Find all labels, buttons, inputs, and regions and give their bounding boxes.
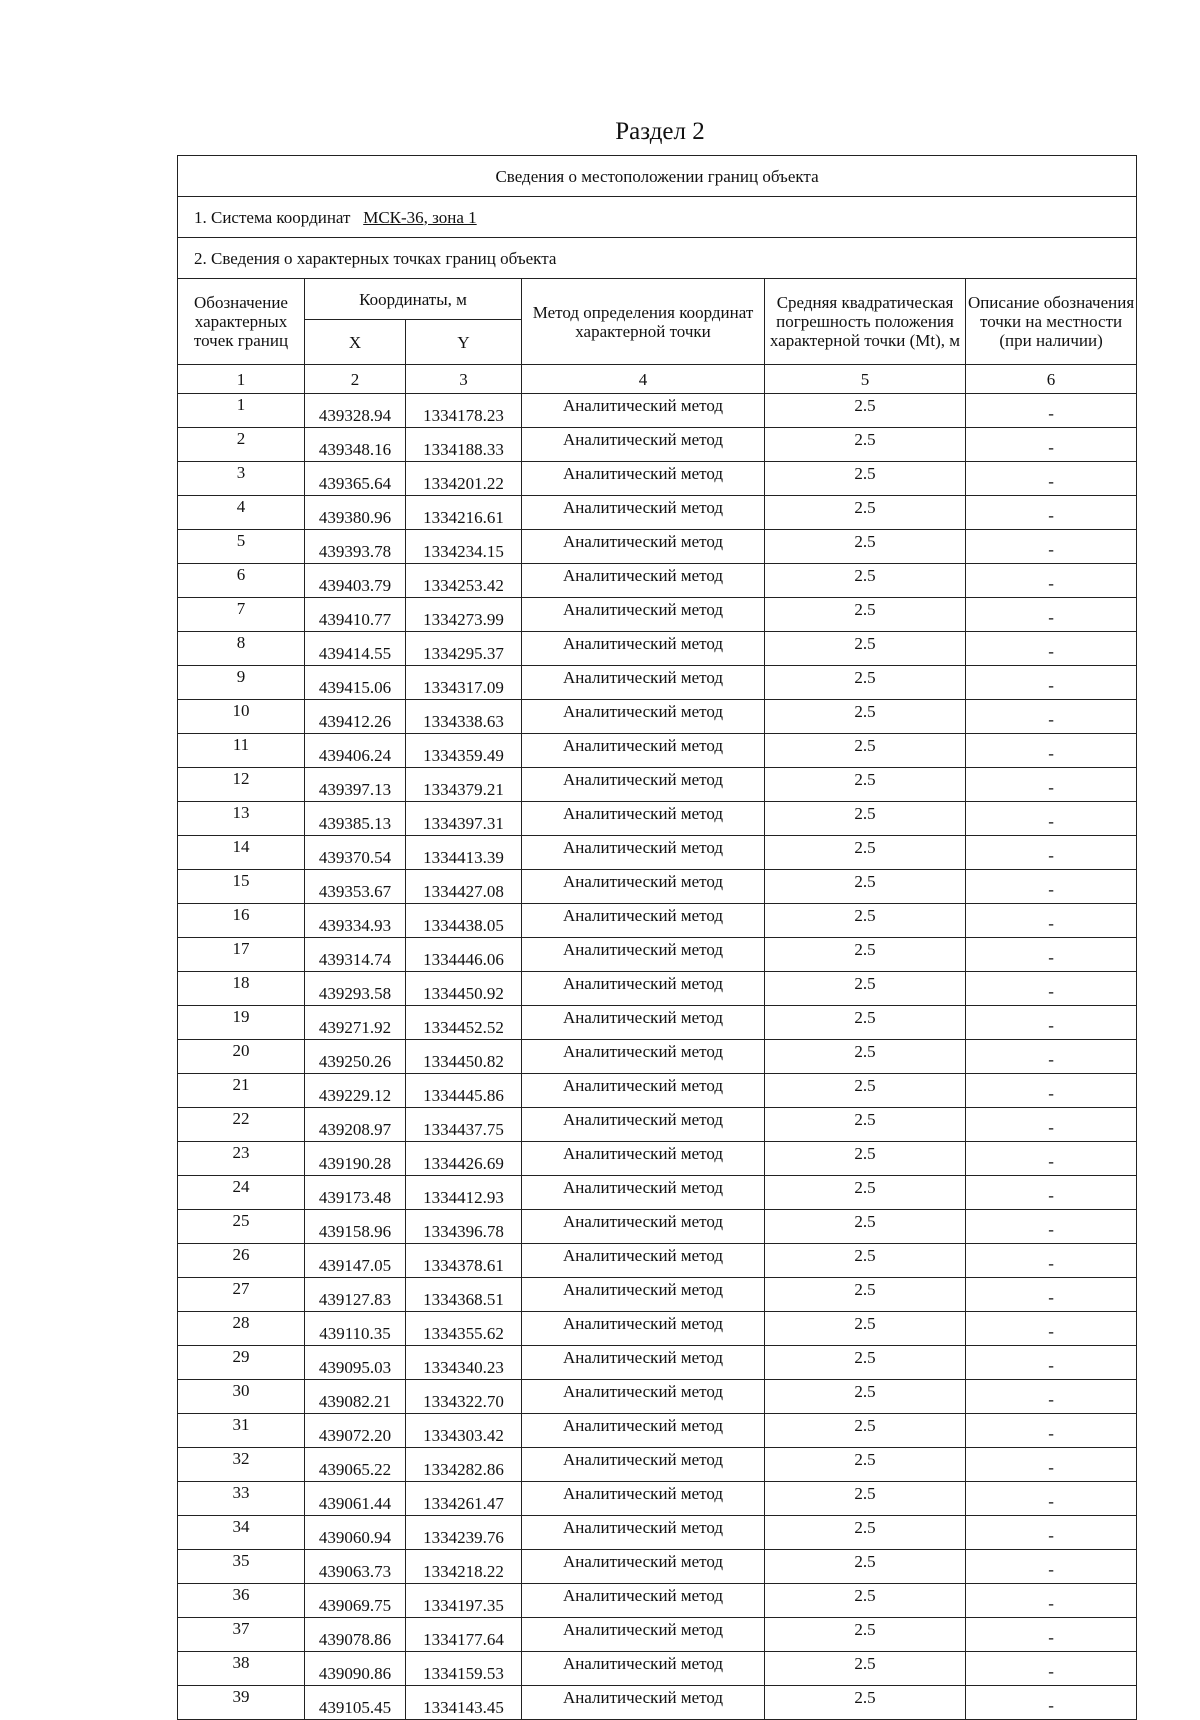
coordinate-x: 439397.13 (305, 768, 406, 802)
table-row (178, 1584, 1137, 1618)
accuracy-mt: 2.5 (765, 1346, 966, 1380)
header-coordinates: Координаты, м (305, 279, 522, 320)
coordinate-system-row (178, 197, 1137, 238)
point-description: - (966, 1210, 1137, 1244)
accuracy-mt: 2.5 (765, 734, 966, 768)
point-description: - (966, 972, 1137, 1006)
point-number: 27 (178, 1278, 305, 1312)
point-number: 9 (178, 666, 305, 700)
point-description: - (966, 1278, 1137, 1312)
accuracy-mt: 2.5 (765, 1550, 966, 1584)
point-description: - (966, 598, 1137, 632)
point-description: - (966, 1550, 1137, 1584)
table-row (178, 1040, 1137, 1074)
coordinate-y: 1334450.82 (406, 1040, 522, 1074)
coordinate-y: 1334438.05 (406, 904, 522, 938)
points-heading: 2. Сведения о характерных точках границ объекта (178, 238, 1137, 279)
coordinate-x: 439250.26 (305, 1040, 406, 1074)
point-number: 16 (178, 904, 305, 938)
coordinate-x: 439406.24 (305, 734, 406, 768)
point-number: 14 (178, 836, 305, 870)
point-description: - (966, 1040, 1137, 1074)
point-description: - (966, 734, 1137, 768)
coordinate-y: 1334282.86 (406, 1448, 522, 1482)
coordinate-x: 439353.67 (305, 870, 406, 904)
accuracy-mt: 2.5 (765, 1176, 966, 1210)
point-description: - (966, 1312, 1137, 1346)
method: Аналитический метод (522, 972, 765, 1006)
point-description: - (966, 1448, 1137, 1482)
point-description: - (966, 1074, 1137, 1108)
table-row (178, 564, 1137, 598)
point-number: 1 (178, 394, 305, 428)
accuracy-mt: 2.5 (765, 870, 966, 904)
accuracy-mt: 2.5 (765, 496, 966, 530)
table-row (178, 496, 1137, 530)
column-number: 2 (305, 365, 406, 394)
coordinate-y: 1334412.93 (406, 1176, 522, 1210)
method: Аналитический метод (522, 428, 765, 462)
coordinate-y: 1334445.86 (406, 1074, 522, 1108)
accuracy-mt: 2.5 (765, 1516, 966, 1550)
coordinate-y: 1334218.22 (406, 1550, 522, 1584)
header-accuracy: Средняя квадратическая погрешность положения характерной точки (Mt), м (765, 279, 966, 365)
coordinate-x: 439078.86 (305, 1618, 406, 1652)
method: Аналитический метод (522, 1312, 765, 1346)
point-number: 39 (178, 1686, 305, 1720)
accuracy-mt: 2.5 (765, 530, 966, 564)
coordinate-x: 439414.55 (305, 632, 406, 666)
coordinate-y: 1334379.21 (406, 768, 522, 802)
point-number: 15 (178, 870, 305, 904)
header-x: X (305, 320, 406, 365)
accuracy-mt: 2.5 (765, 1108, 966, 1142)
coordinate-x: 439158.96 (305, 1210, 406, 1244)
point-description: - (966, 1176, 1137, 1210)
coordinate-system-value: МСК-36, зона 1 (363, 207, 477, 227)
coordinate-x: 439410.77 (305, 598, 406, 632)
point-number: 38 (178, 1652, 305, 1686)
coordinate-x: 439082.21 (305, 1380, 406, 1414)
coordinate-y: 1334437.75 (406, 1108, 522, 1142)
accuracy-mt: 2.5 (765, 836, 966, 870)
point-number: 34 (178, 1516, 305, 1550)
point-number: 2 (178, 428, 305, 462)
table-row (178, 700, 1137, 734)
coordinate-y: 1334239.76 (406, 1516, 522, 1550)
method: Аналитический метод (522, 1686, 765, 1720)
method: Аналитический метод (522, 1584, 765, 1618)
coordinate-x: 439334.93 (305, 904, 406, 938)
method: Аналитический метод (522, 1210, 765, 1244)
table-row (178, 632, 1137, 666)
point-number: 25 (178, 1210, 305, 1244)
point-number: 32 (178, 1448, 305, 1482)
accuracy-mt: 2.5 (765, 1210, 966, 1244)
method: Аналитический метод (522, 1006, 765, 1040)
header-point-designation: Обозначение характерных точек границ (178, 279, 305, 365)
accuracy-mt: 2.5 (765, 1006, 966, 1040)
coordinate-x: 439061.44 (305, 1482, 406, 1516)
table-row (178, 1380, 1137, 1414)
table-row (178, 462, 1137, 496)
column-number: 4 (522, 365, 765, 394)
coordinate-x: 439063.73 (305, 1550, 406, 1584)
point-description: - (966, 1244, 1137, 1278)
coordinate-y: 1334159.53 (406, 1652, 522, 1686)
coordinate-y: 1334322.70 (406, 1380, 522, 1414)
table-row (178, 394, 1137, 428)
table-row (178, 904, 1137, 938)
table-row (178, 428, 1137, 462)
accuracy-mt: 2.5 (765, 904, 966, 938)
coordinate-y: 1334427.08 (406, 870, 522, 904)
point-number: 31 (178, 1414, 305, 1448)
point-description: - (966, 1482, 1137, 1516)
accuracy-mt: 2.5 (765, 1448, 966, 1482)
coordinate-x: 439365.64 (305, 462, 406, 496)
coordinate-y: 1334178.23 (406, 394, 522, 428)
accuracy-mt: 2.5 (765, 1380, 966, 1414)
point-description: - (966, 1108, 1137, 1142)
accuracy-mt: 2.5 (765, 768, 966, 802)
table-row (178, 1652, 1137, 1686)
method: Аналитический метод (522, 1652, 765, 1686)
method: Аналитический метод (522, 1414, 765, 1448)
accuracy-mt: 2.5 (765, 1312, 966, 1346)
table-row (178, 734, 1137, 768)
point-number: 5 (178, 530, 305, 564)
point-description: - (966, 836, 1137, 870)
point-description: - (966, 1006, 1137, 1040)
method: Аналитический метод (522, 598, 765, 632)
point-description: - (966, 870, 1137, 904)
coordinate-x: 439095.03 (305, 1346, 406, 1380)
coordinate-y: 1334378.61 (406, 1244, 522, 1278)
table-row (178, 1550, 1137, 1584)
point-description: - (966, 496, 1137, 530)
method: Аналитический метод (522, 1448, 765, 1482)
point-number: 3 (178, 462, 305, 496)
point-description: - (966, 904, 1137, 938)
accuracy-mt: 2.5 (765, 394, 966, 428)
method: Аналитический метод (522, 1278, 765, 1312)
accuracy-mt: 2.5 (765, 700, 966, 734)
accuracy-mt: 2.5 (765, 938, 966, 972)
point-number: 13 (178, 802, 305, 836)
accuracy-mt: 2.5 (765, 802, 966, 836)
accuracy-mt: 2.5 (765, 972, 966, 1006)
coordinate-x: 439403.79 (305, 564, 406, 598)
coordinate-x: 439370.54 (305, 836, 406, 870)
method: Аналитический метод (522, 1244, 765, 1278)
method: Аналитический метод (522, 734, 765, 768)
method: Аналитический метод (522, 462, 765, 496)
table-row (178, 768, 1137, 802)
point-number: 35 (178, 1550, 305, 1584)
coordinate-y: 1334338.63 (406, 700, 522, 734)
point-number: 29 (178, 1346, 305, 1380)
table-row (178, 1312, 1137, 1346)
table-banner: Сведения о местоположении границ объекта (178, 156, 1137, 197)
coordinate-y: 1334368.51 (406, 1278, 522, 1312)
coordinate-y: 1334452.52 (406, 1006, 522, 1040)
method: Аналитический метод (522, 1108, 765, 1142)
coordinate-x: 439208.97 (305, 1108, 406, 1142)
point-description: - (966, 1584, 1137, 1618)
method: Аналитический метод (522, 1618, 765, 1652)
point-number: 7 (178, 598, 305, 632)
method: Аналитический метод (522, 802, 765, 836)
table-row (178, 1244, 1137, 1278)
coordinate-x: 439415.06 (305, 666, 406, 700)
column-number: 1 (178, 365, 305, 394)
point-description: - (966, 1618, 1137, 1652)
column-number: 3 (406, 365, 522, 394)
coordinate-y: 1334273.99 (406, 598, 522, 632)
coordinate-x: 439314.74 (305, 938, 406, 972)
point-number: 30 (178, 1380, 305, 1414)
accuracy-mt: 2.5 (765, 1618, 966, 1652)
table-row (178, 1686, 1137, 1720)
coordinate-x: 439127.83 (305, 1278, 406, 1312)
table-row (178, 1176, 1137, 1210)
point-number: 33 (178, 1482, 305, 1516)
method: Аналитический метод (522, 1482, 765, 1516)
coordinate-y: 1334197.35 (406, 1584, 522, 1618)
coordinate-x: 439060.94 (305, 1516, 406, 1550)
table-row (178, 802, 1137, 836)
method: Аналитический метод (522, 836, 765, 870)
accuracy-mt: 2.5 (765, 1142, 966, 1176)
table-row (178, 1414, 1137, 1448)
point-description: - (966, 666, 1137, 700)
point-description: - (966, 564, 1137, 598)
accuracy-mt: 2.5 (765, 1686, 966, 1720)
method: Аналитический метод (522, 1176, 765, 1210)
point-number: 4 (178, 496, 305, 530)
accuracy-mt: 2.5 (765, 462, 966, 496)
method: Аналитический метод (522, 1074, 765, 1108)
point-number: 37 (178, 1618, 305, 1652)
point-number: 28 (178, 1312, 305, 1346)
accuracy-mt: 2.5 (765, 1482, 966, 1516)
table-row (178, 1482, 1137, 1516)
coordinate-x: 439069.75 (305, 1584, 406, 1618)
coordinate-y: 1334188.33 (406, 428, 522, 462)
coordinate-y: 1334446.06 (406, 938, 522, 972)
method: Аналитический метод (522, 632, 765, 666)
point-number: 26 (178, 1244, 305, 1278)
accuracy-mt: 2.5 (765, 1244, 966, 1278)
coordinate-y: 1334396.78 (406, 1210, 522, 1244)
coordinate-x: 439072.20 (305, 1414, 406, 1448)
method: Аналитический метод (522, 530, 765, 564)
accuracy-mt: 2.5 (765, 598, 966, 632)
column-number: 5 (765, 365, 966, 394)
header-y: Y (406, 320, 522, 365)
point-description: - (966, 462, 1137, 496)
coordinate-x: 439105.45 (305, 1686, 406, 1720)
method: Аналитический метод (522, 1380, 765, 1414)
table-row (178, 938, 1137, 972)
table-row (178, 1278, 1137, 1312)
table-row (178, 972, 1137, 1006)
table-row (178, 1618, 1137, 1652)
coordinate-y: 1334295.37 (406, 632, 522, 666)
point-description: - (966, 632, 1137, 666)
method: Аналитический метод (522, 1040, 765, 1074)
point-description: - (966, 1516, 1137, 1550)
table-row (178, 1006, 1137, 1040)
coordinate-x: 439065.22 (305, 1448, 406, 1482)
table-row (178, 1448, 1137, 1482)
point-number: 24 (178, 1176, 305, 1210)
coordinate-system-label: 1. Система координат (194, 207, 351, 227)
header-description: Описание обозначения точки на местности (при наличии) (966, 279, 1137, 365)
coordinate-y: 1334253.42 (406, 564, 522, 598)
point-description: - (966, 394, 1137, 428)
section-title: Раздел 2 (615, 118, 705, 145)
method: Аналитический метод (522, 904, 765, 938)
coordinate-y: 1334201.22 (406, 462, 522, 496)
coordinate-y: 1334340.23 (406, 1346, 522, 1380)
coordinate-y: 1334413.39 (406, 836, 522, 870)
table-row (178, 598, 1137, 632)
point-number: 22 (178, 1108, 305, 1142)
table-row (178, 836, 1137, 870)
method: Аналитический метод (522, 870, 765, 904)
coordinate-y: 1334177.64 (406, 1618, 522, 1652)
table-row (178, 530, 1137, 564)
accuracy-mt: 2.5 (765, 428, 966, 462)
point-number: 36 (178, 1584, 305, 1618)
point-number: 21 (178, 1074, 305, 1108)
coordinate-y: 1334450.92 (406, 972, 522, 1006)
table-row (178, 870, 1137, 904)
method: Аналитический метод (522, 564, 765, 598)
accuracy-mt: 2.5 (765, 564, 966, 598)
method: Аналитический метод (522, 394, 765, 428)
coordinate-x: 439380.96 (305, 496, 406, 530)
coordinate-x: 439293.58 (305, 972, 406, 1006)
method: Аналитический метод (522, 666, 765, 700)
point-number: 23 (178, 1142, 305, 1176)
point-description: - (966, 1142, 1137, 1176)
point-description: - (966, 938, 1137, 972)
point-number: 20 (178, 1040, 305, 1074)
coordinate-y: 1334143.45 (406, 1686, 522, 1720)
coordinate-y: 1334359.49 (406, 734, 522, 768)
accuracy-mt: 2.5 (765, 1278, 966, 1312)
coordinate-y: 1334234.15 (406, 530, 522, 564)
coordinate-y: 1334426.69 (406, 1142, 522, 1176)
coordinate-x: 439190.28 (305, 1142, 406, 1176)
point-description: - (966, 1380, 1137, 1414)
table-row (178, 1074, 1137, 1108)
coordinate-x: 439173.48 (305, 1176, 406, 1210)
coordinate-x: 439348.16 (305, 428, 406, 462)
point-description: - (966, 700, 1137, 734)
coordinate-y: 1334303.42 (406, 1414, 522, 1448)
accuracy-mt: 2.5 (765, 1414, 966, 1448)
point-number: 18 (178, 972, 305, 1006)
point-description: - (966, 428, 1137, 462)
point-description: - (966, 768, 1137, 802)
method: Аналитический метод (522, 700, 765, 734)
coordinate-y: 1334261.47 (406, 1482, 522, 1516)
column-number: 6 (966, 365, 1137, 394)
coordinate-x: 439412.26 (305, 700, 406, 734)
point-number: 10 (178, 700, 305, 734)
point-description: - (966, 530, 1137, 564)
method: Аналитический метод (522, 496, 765, 530)
accuracy-mt: 2.5 (765, 632, 966, 666)
point-number: 17 (178, 938, 305, 972)
table-row (178, 1346, 1137, 1380)
table-row (178, 1210, 1137, 1244)
accuracy-mt: 2.5 (765, 1584, 966, 1618)
method: Аналитический метод (522, 938, 765, 972)
point-number: 8 (178, 632, 305, 666)
accuracy-mt: 2.5 (765, 1652, 966, 1686)
method: Аналитический метод (522, 1346, 765, 1380)
coordinate-x: 439393.78 (305, 530, 406, 564)
point-number: 11 (178, 734, 305, 768)
accuracy-mt: 2.5 (765, 1074, 966, 1108)
method: Аналитический метод (522, 768, 765, 802)
boundary-points-table (177, 155, 1137, 1720)
coordinate-x: 439110.35 (305, 1312, 406, 1346)
method: Аналитический метод (522, 1142, 765, 1176)
coordinate-x: 439147.05 (305, 1244, 406, 1278)
coordinate-x: 439328.94 (305, 394, 406, 428)
point-description: - (966, 1346, 1137, 1380)
coordinate-x: 439385.13 (305, 802, 406, 836)
coordinate-y: 1334216.61 (406, 496, 522, 530)
point-description: - (966, 1652, 1137, 1686)
coordinate-y: 1334317.09 (406, 666, 522, 700)
accuracy-mt: 2.5 (765, 666, 966, 700)
table-row (178, 1108, 1137, 1142)
header-method: Метод определения координат характерной точки (522, 279, 765, 365)
coordinate-x: 439271.92 (305, 1006, 406, 1040)
coordinate-y: 1334397.31 (406, 802, 522, 836)
point-description: - (966, 1414, 1137, 1448)
accuracy-mt: 2.5 (765, 1040, 966, 1074)
point-description: - (966, 1686, 1137, 1720)
method: Аналитический метод (522, 1516, 765, 1550)
table-row (178, 1142, 1137, 1176)
point-number: 6 (178, 564, 305, 598)
coordinate-x: 439090.86 (305, 1652, 406, 1686)
table-row (178, 1516, 1137, 1550)
coordinate-x: 439229.12 (305, 1074, 406, 1108)
point-description: - (966, 802, 1137, 836)
coordinate-y: 1334355.62 (406, 1312, 522, 1346)
point-number: 12 (178, 768, 305, 802)
point-number: 19 (178, 1006, 305, 1040)
method: Аналитический метод (522, 1550, 765, 1584)
table-row (178, 666, 1137, 700)
